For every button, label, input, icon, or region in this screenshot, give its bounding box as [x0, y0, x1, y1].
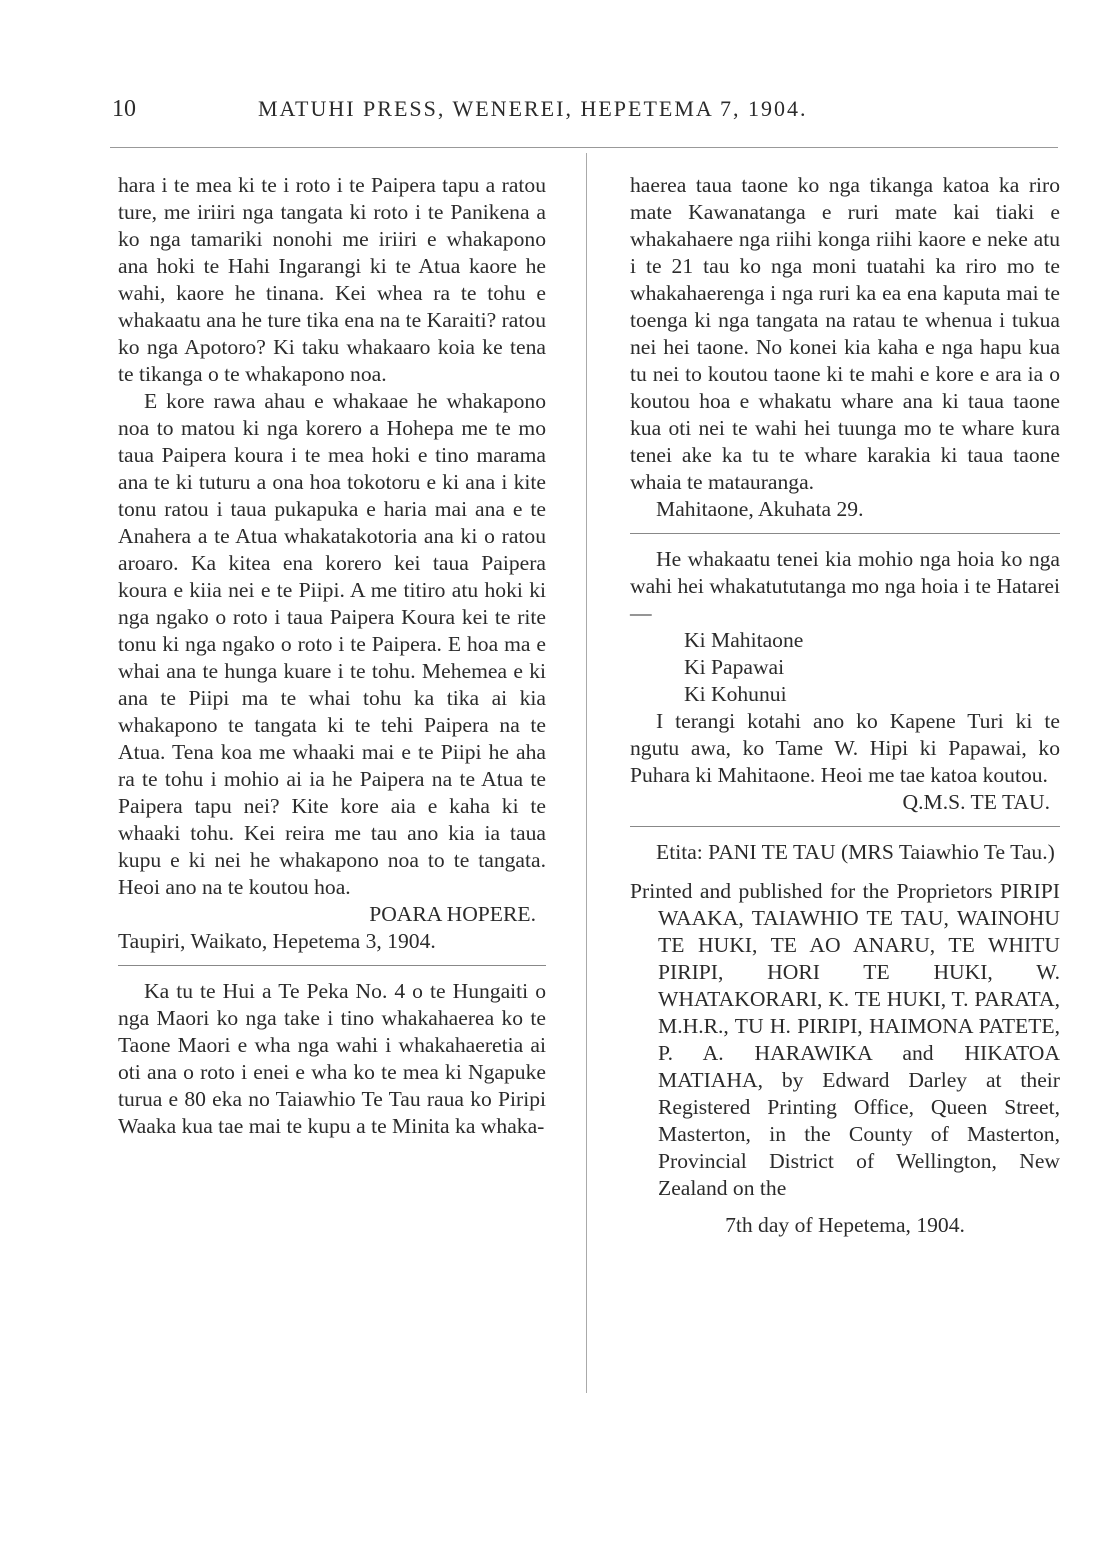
right-paragraph-3: I terangi kotahi ano ko Kapene Turi ki te ngutu awa, ko Tame W. Hipi ki Papawai, ko Puhara ki Mahitaone. Heoi me tae katoa koutou.	[630, 709, 1060, 787]
left-place-date: Taupiri, Waikato, Hepetema 3, 1904.	[118, 929, 436, 953]
right-place-date: Mahitaone, Akuhata 29.	[656, 497, 864, 521]
imprint-date: 7th day of Hepetema, 1904.	[725, 1213, 965, 1237]
left-paragraph-3: Ka tu te Hui a Te Peka No. 4 o te Hungaiti o nga Maori ko nga take i tino whakahaerea ko te Taone Maori e wha nga wahi i whakahaeretia ai oti ana o roto i enei e wha ko te mea ki Ngapuke turua e 80 eka no Taiawhio Te Tau raua ko Piripi Waaka kua tae mai te kupu a te Minita ka whaka-	[118, 979, 546, 1138]
left-section-rule	[118, 965, 546, 966]
right-section-rule-1	[630, 533, 1060, 534]
page-header	[100, 96, 1060, 136]
header-rule	[110, 147, 1058, 148]
page-number: 10	[112, 96, 136, 122]
right-paragraph-2: He whakaatu tenei kia mohio nga hoia ko nga wahi hei whakatututanga mo nga hoia i te Hatarei—	[630, 547, 1060, 625]
place-list-item: Ki Papawai	[684, 655, 785, 679]
right-signature: Q.M.S. TE TAU.	[902, 790, 1050, 814]
place-list-item: Ki Mahitaone	[684, 628, 804, 652]
right-section-rule-2	[630, 826, 1060, 827]
right-column	[630, 172, 1060, 1239]
column-divider	[586, 153, 587, 1393]
editor-line: Etita: PANI TE TAU (MRS Taiawhio Te Tau.)	[656, 840, 1055, 864]
left-column	[118, 172, 546, 1140]
right-paragraph-1: haerea taua taone ko nga tikanga katoa ka riro mate Kawanatanga e ruri mate kai tiaki e whakahaere nga riihi konga riihi kaore e neke atu i te 21 tau ko nga moni tuatahi ka riro mo te whakahaerenga i nga ruri ka ea ena kaputa mai te toenga ki nga tangata na ratau te whenua i tukua nei hei taone. No konei kia kaha e nga hapu kua tu nei to koutou taone ki te mahi e kore e ara ia o koutou hoa e whakatu whare ana ki taua taone kua oti nei te wahi hei tuunga mo te whare kura tenei ake ka tu te whare karakia ki taua taone whaia te matauranga.	[630, 173, 1060, 494]
left-signature: POARA HOPERE.	[369, 902, 536, 926]
left-paragraph-2: E kore rawa ahau e whakaae he whakapono noa to matou ki nga korero a Hohepa me te mo taua Paipera koura i te mea hoki e tino marama ana te ki tuturu a ona hoa tokotoru e ki ana i kite tonu ratou i taua pukapuka e haria mai ana e te Anahera a te Atua whakatakotoria ana ki o ratou aroaro. Ka kitea ena korero kei taua Paipera koura e kiia nei e te Piipi. A me titiro atu hoki ki nga ngako o roto i taua Paipera Koura kei te rite tonu ki nga ngako o roto i te Paipera. E hoa ma e whai ana te hunga kuare i te tohu. Mehemea e ki ana te Piipi ma te whai tohu ka tika ai kia whakapono te tangata ki te tehi Paipera na te Atua. Tena koa me whaaki mai e te Piipi he aha ra te tohu i mohio ai ia he Paipera na te Atua te Paipera tapu nei? Kite kore aia e kaha ki te whaaki tohu. Kei reira me tau ano kia ia taua kupu e ki nei he whakapono noa to te tangata. Heoi ano na te koutou hoa.	[118, 389, 546, 899]
running-title: MATUHI PRESS, WENEREI, HEPETEMA 7, 1904.	[258, 96, 808, 121]
left-paragraph-1: hara i te mea ki te i roto i te Paipera tapu a ratou ture, me iriiri nga tangata ki roto i te Panikena a ko nga tamariki nonohi me iriiri e whakapono ana hoki te Hahi Ingarangi ki te Atua kaore he wahi, kaore he tinana. Kei whea ra te tohu e whakaatu ana he ture tika ena na te Karaiti? ratou ko nga Apotoro? Ki taku whakaaro koia ke tena te tikanga o te whakapono noa.	[118, 173, 546, 386]
place-list-item: Ki Kohunui	[684, 682, 787, 706]
imprint: Printed and published for the Proprietors PIRIPI WAAKA, TAIAWHIO TE TAU, WAINOHU TE HUKI, TE AO ANARU, TE WHITU PIRIPI, HORI TE HUKI, W. WHATAKORARI, K. TE HUKI, T. PARATA, M.H.R., TU H. PIRIPI, HAIMONA PATETE, P. A. HARAWIKA and HIKATOA MATIAHA, by Edward Darley at their Registered Printing Office, Queen Street, Masterton, in the County of Masterton, Provincial District of Wellington, New Zealand on the	[630, 879, 1060, 1200]
